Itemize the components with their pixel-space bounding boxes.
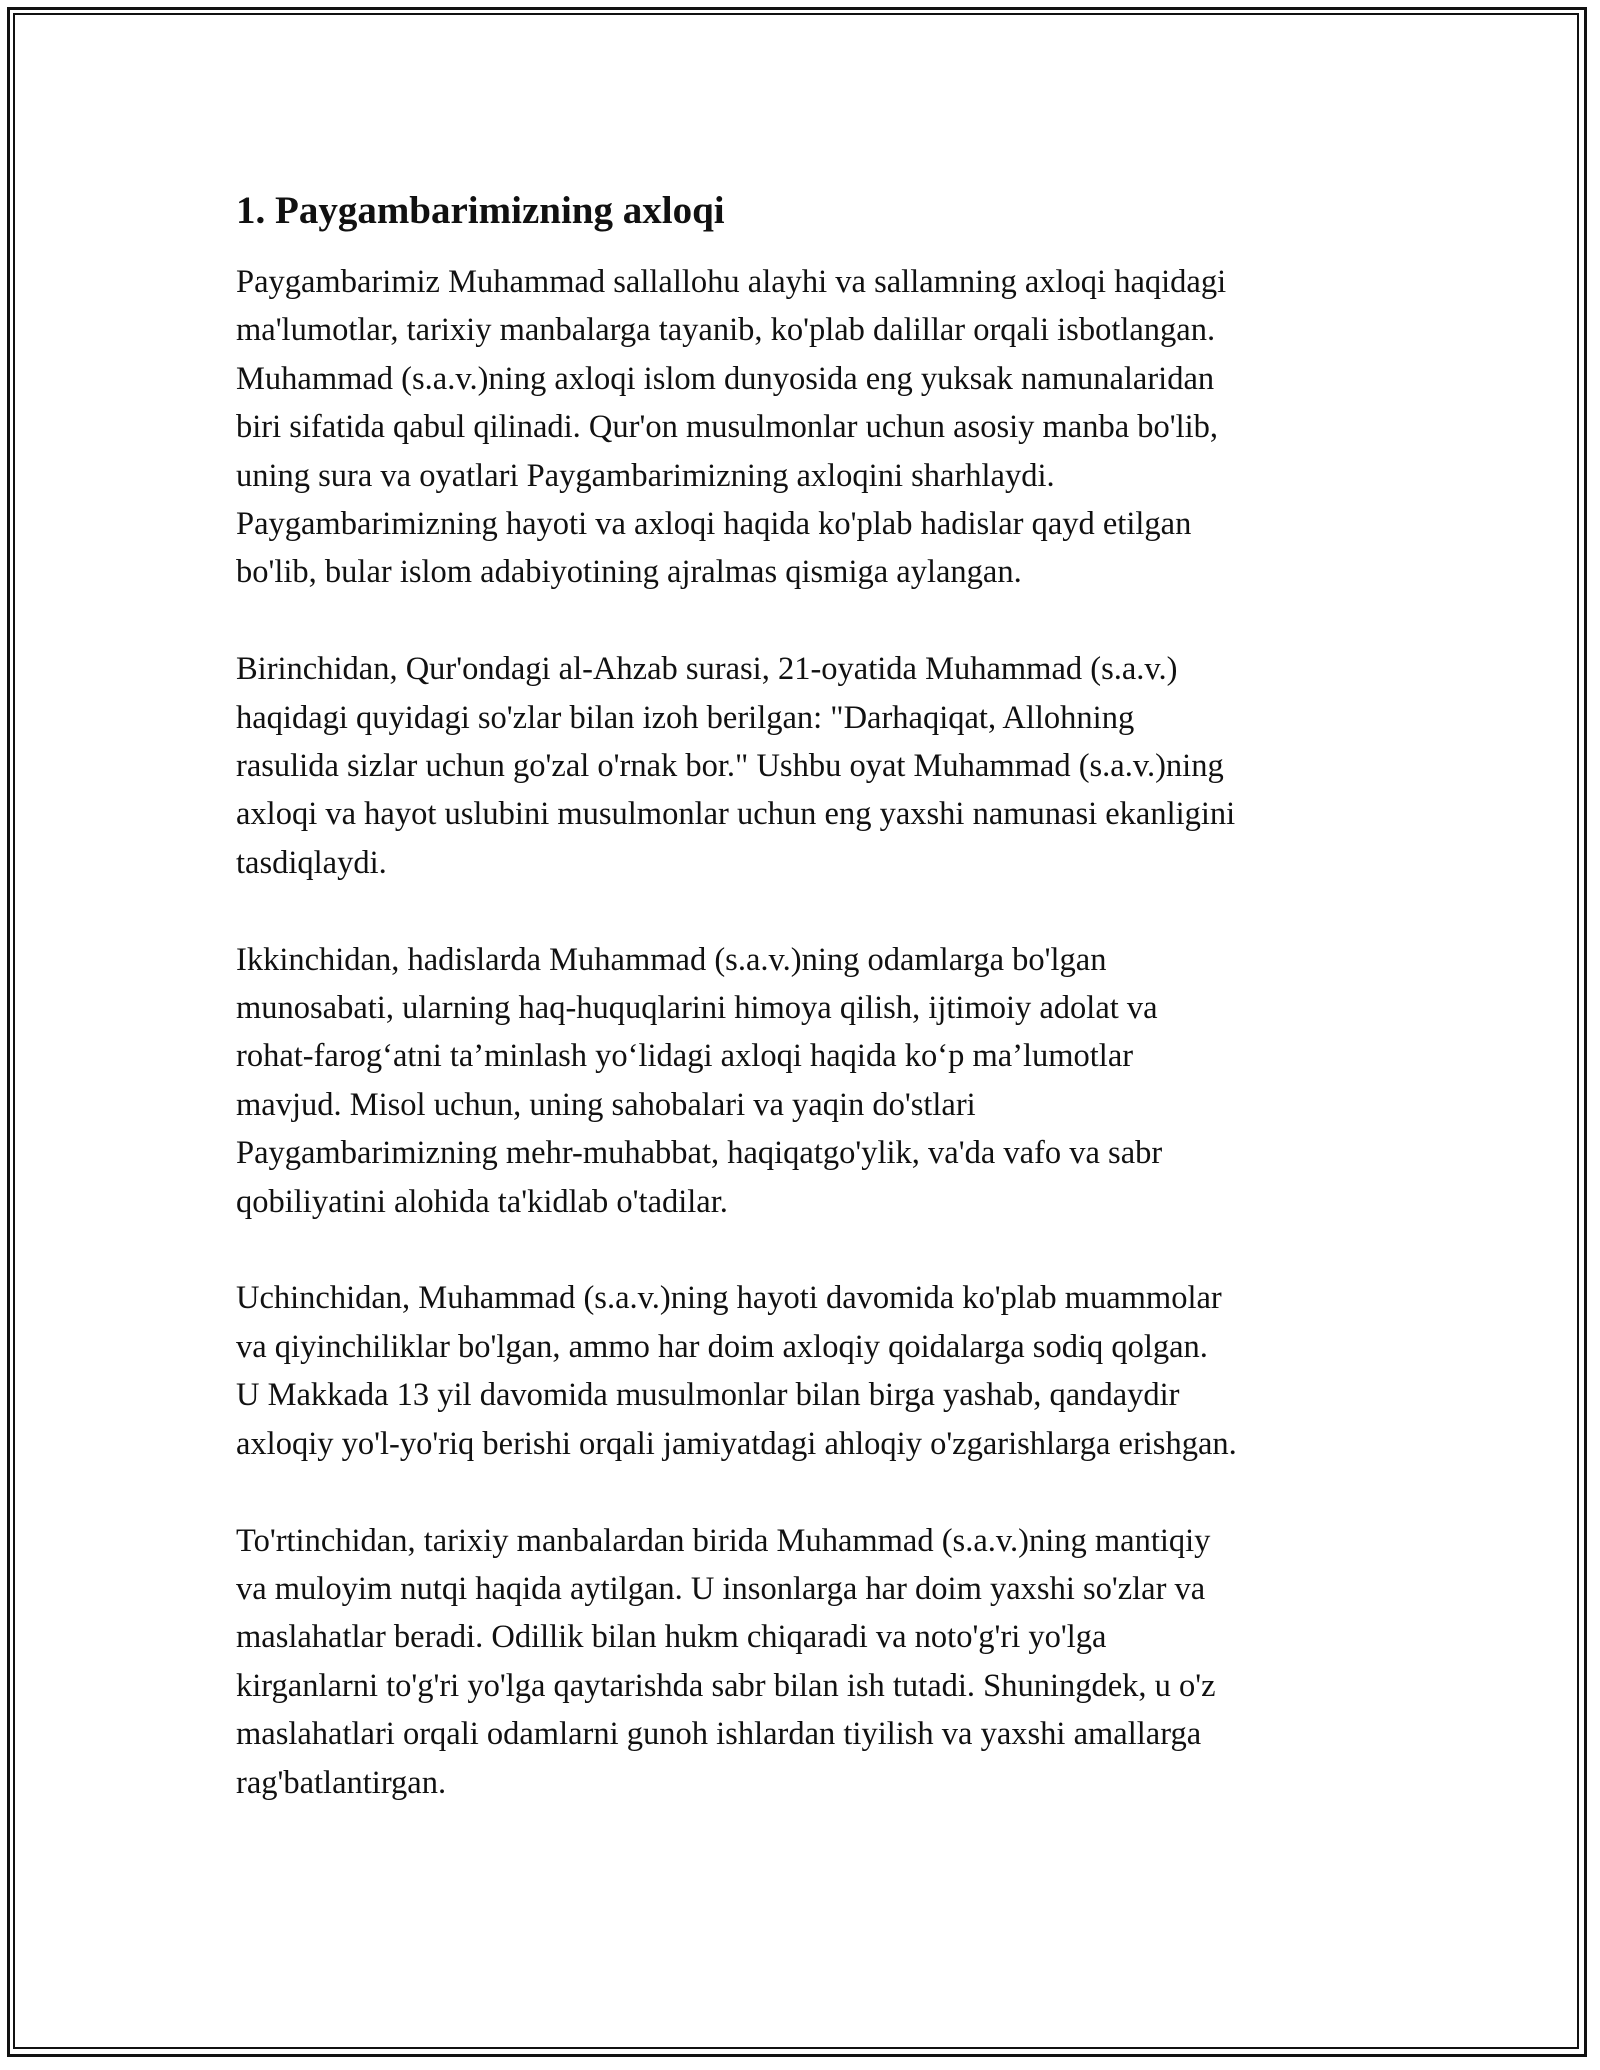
paragraph-third-point: Uchinchidan, Muhammad (s.a.v.)ning hayoti davomida ko'plab muammolar va qiyinchiliklar bo'lgan, ammo har doim axloqiy qoidalarga sodiq qolgan. U Makkada 13 yil davomida musulmonlar bilan birga yashab, qandaydir axloqiy yo'l-yo'riq berishi orqali jamiyatdagi ahloqiy o'zgarishlarga erishgan. xyxy=(236,1280,1237,1462)
paragraph-intro: Paygambarimiz Muhammad sallallohu alayhi va sallamning axloqi haqidagi ma'lumotlar, tarixiy manbalarga tayanib, ko'plab dalillar orqali isbotlangan. Muhammad (s.a.v.)ning axloqi islom dunyosida eng yuksak namunalaridan biri sifatida qabul qilinadi. Qur'on musulmonlar uchun asosiy manba bo'lib, uning sura va oyatlari Paygambarimizning axloqini sharhlaydi. Paygambarimizning hayoti va axloqi haqida ko'plab hadislar qayd etilgan bo'lib, bular islom adabiyotining ajralmas qismiga aylangan. xyxy=(236,264,1227,591)
section-heading: 1. Paygambarimizning axloqi xyxy=(236,189,725,232)
paragraph-first-point: Birinchidan, Qur'ondagi al-Ahzab surasi, 21-oyatida Muhammad (s.a.v.) haqidagi quyidagi so'zlar bilan izoh berilgan: "Darhaqiqat, Allohning rasulida sizlar uchun go'zal o'rnak bor." Ushbu oyat Muhammad (s.a.v.)ning axloqi va hayot uslubini musulmonlar uchun eng yaxshi namunasi ekanligini tasdiqlaydi. xyxy=(236,651,1236,881)
paragraph-second-point: Ikkinchidan, hadislarda Muhammad (s.a.v.)ning odamlarga bo'lgan munosabati, ularning haq-huquqlarini himoya qilish, ijtimoiy adolat va rohat-farog‘atni ta’minlash yo‘lidagi axloqi haqida ko‘p ma’lumotlar mavjud. Misol uchun, uning sahobalari va yaqin do'stlari Paygambarimizning mehr-muhabbat, haqiqatgo'ylik, va'da vafo va sabr qobiliyatini alohida ta'kidlab o'tadilar. xyxy=(236,941,1163,1220)
document-body xyxy=(236,184,1386,1855)
paragraph-fourth-point: To'rtinchidan, tarixiy manbalardan birida Muhammad (s.a.v.)ning mantiqiy va muloyim nutqi haqida aytilgan. U insonlarga har doim yaxshi so'zlar va maslahatlar beradi. Odillik bilan hukm chiqaradi va noto'g'ri yo'lga kirganlarni to'g'ri yo'lga qaytarishda sabr bilan ish tutadi. Shuningdek, u o'z maslahatlari orqali odamlarni gunoh ishlardan tiyilish va yaxshi amallarga rag'batlantirgan. xyxy=(236,1522,1216,1801)
